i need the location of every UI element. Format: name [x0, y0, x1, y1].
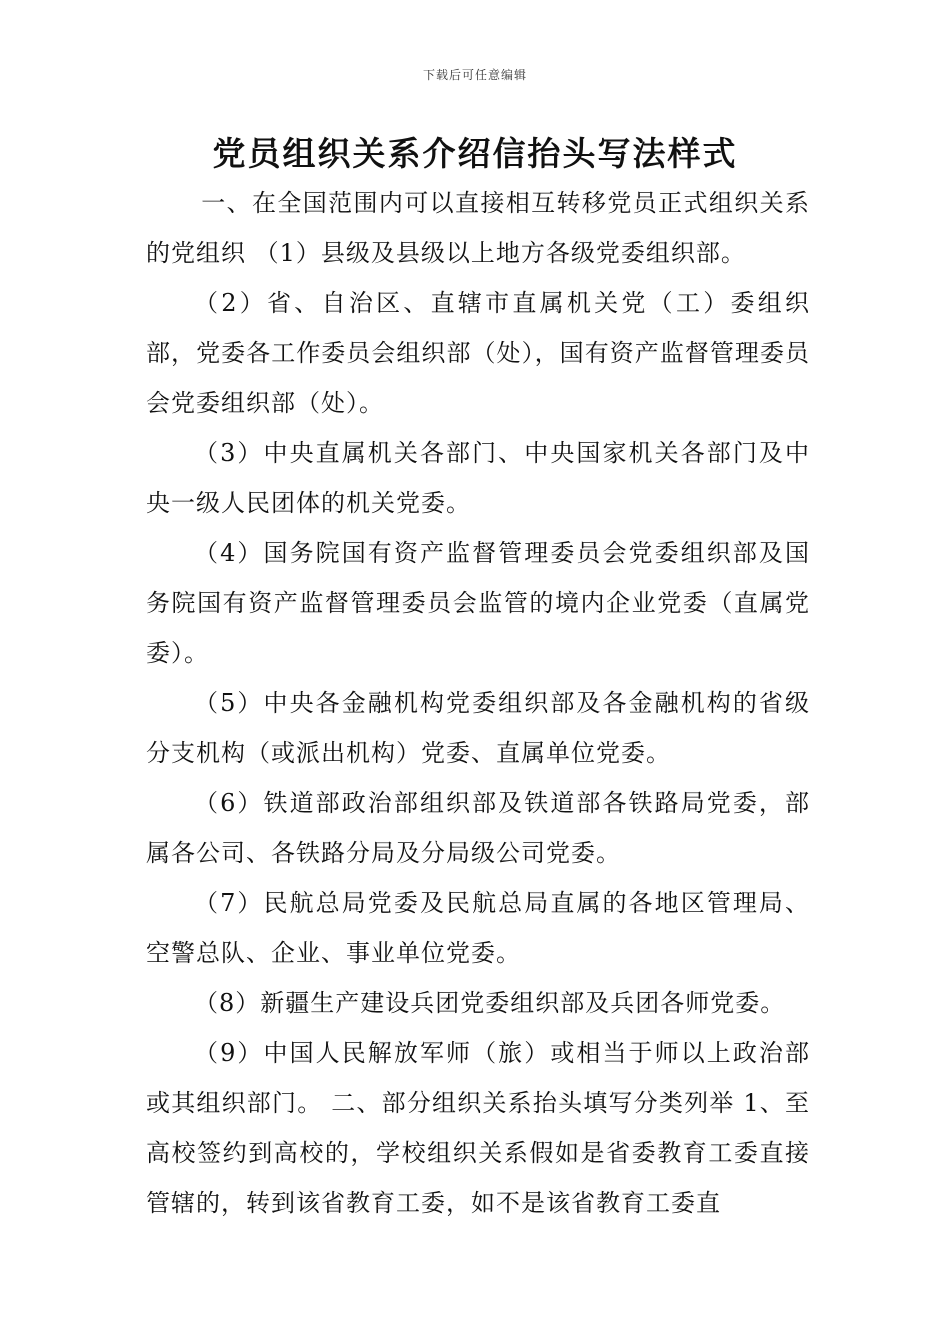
document-title: 党员组织关系介绍信抬头写法样式 — [212, 134, 738, 173]
header-note: 下载后可任意编辑 — [422, 68, 527, 82]
paragraph: （8）新疆生产建设兵团党委组织部及兵团各师党委。 — [194, 989, 786, 1017]
paragraph: （7）民航总局党委及民航总局直属的各地区管理局、空警总队、企业、事业单位党委。 — [146, 889, 810, 967]
paragraph: （4）国务院国有资产监督管理委员会党委组织部及国务院国有资产监督管理委员会监管的境内企业党委（直属党委）。 — [146, 539, 810, 667]
paragraph: 一、在全国范围内可以直接相互转移党员正式组织关系的党组织 （1）县级及县级以上地方各级党委组织部。 — [146, 189, 810, 267]
document-body — [146, 178, 810, 1228]
paragraph: （2）省、自治区、直辖市直属机关党（工）委组织部，党委各工作委员会组织部（处），国有资产监督管理委员会党委组织部（处）。 — [146, 289, 810, 417]
paragraph: （6）铁道部政治部组织部及铁道部各铁路局党委，部属各公司、各铁路分局及分局级公司党委。 — [146, 789, 810, 867]
paragraph: （5）中央各金融机构党委组织部及各金融机构的省级分支机构（或派出机构）党委、直属单位党委。 — [146, 689, 810, 767]
paragraph: （9）中国人民解放军师（旅）或相当于师以上政治部或其组织部门。 二、部分组织关系抬头填写分类列举 1、至高校签约到高校的，学校组织关系假如是省委教育工委直接管辖的，转到该省教育工委，如不是该省教育工委直 — [146, 1039, 810, 1217]
paragraph: （3）中央直属机关各部门、中央国家机关各部门及中央一级人民团体的机关党委。 — [146, 439, 810, 517]
